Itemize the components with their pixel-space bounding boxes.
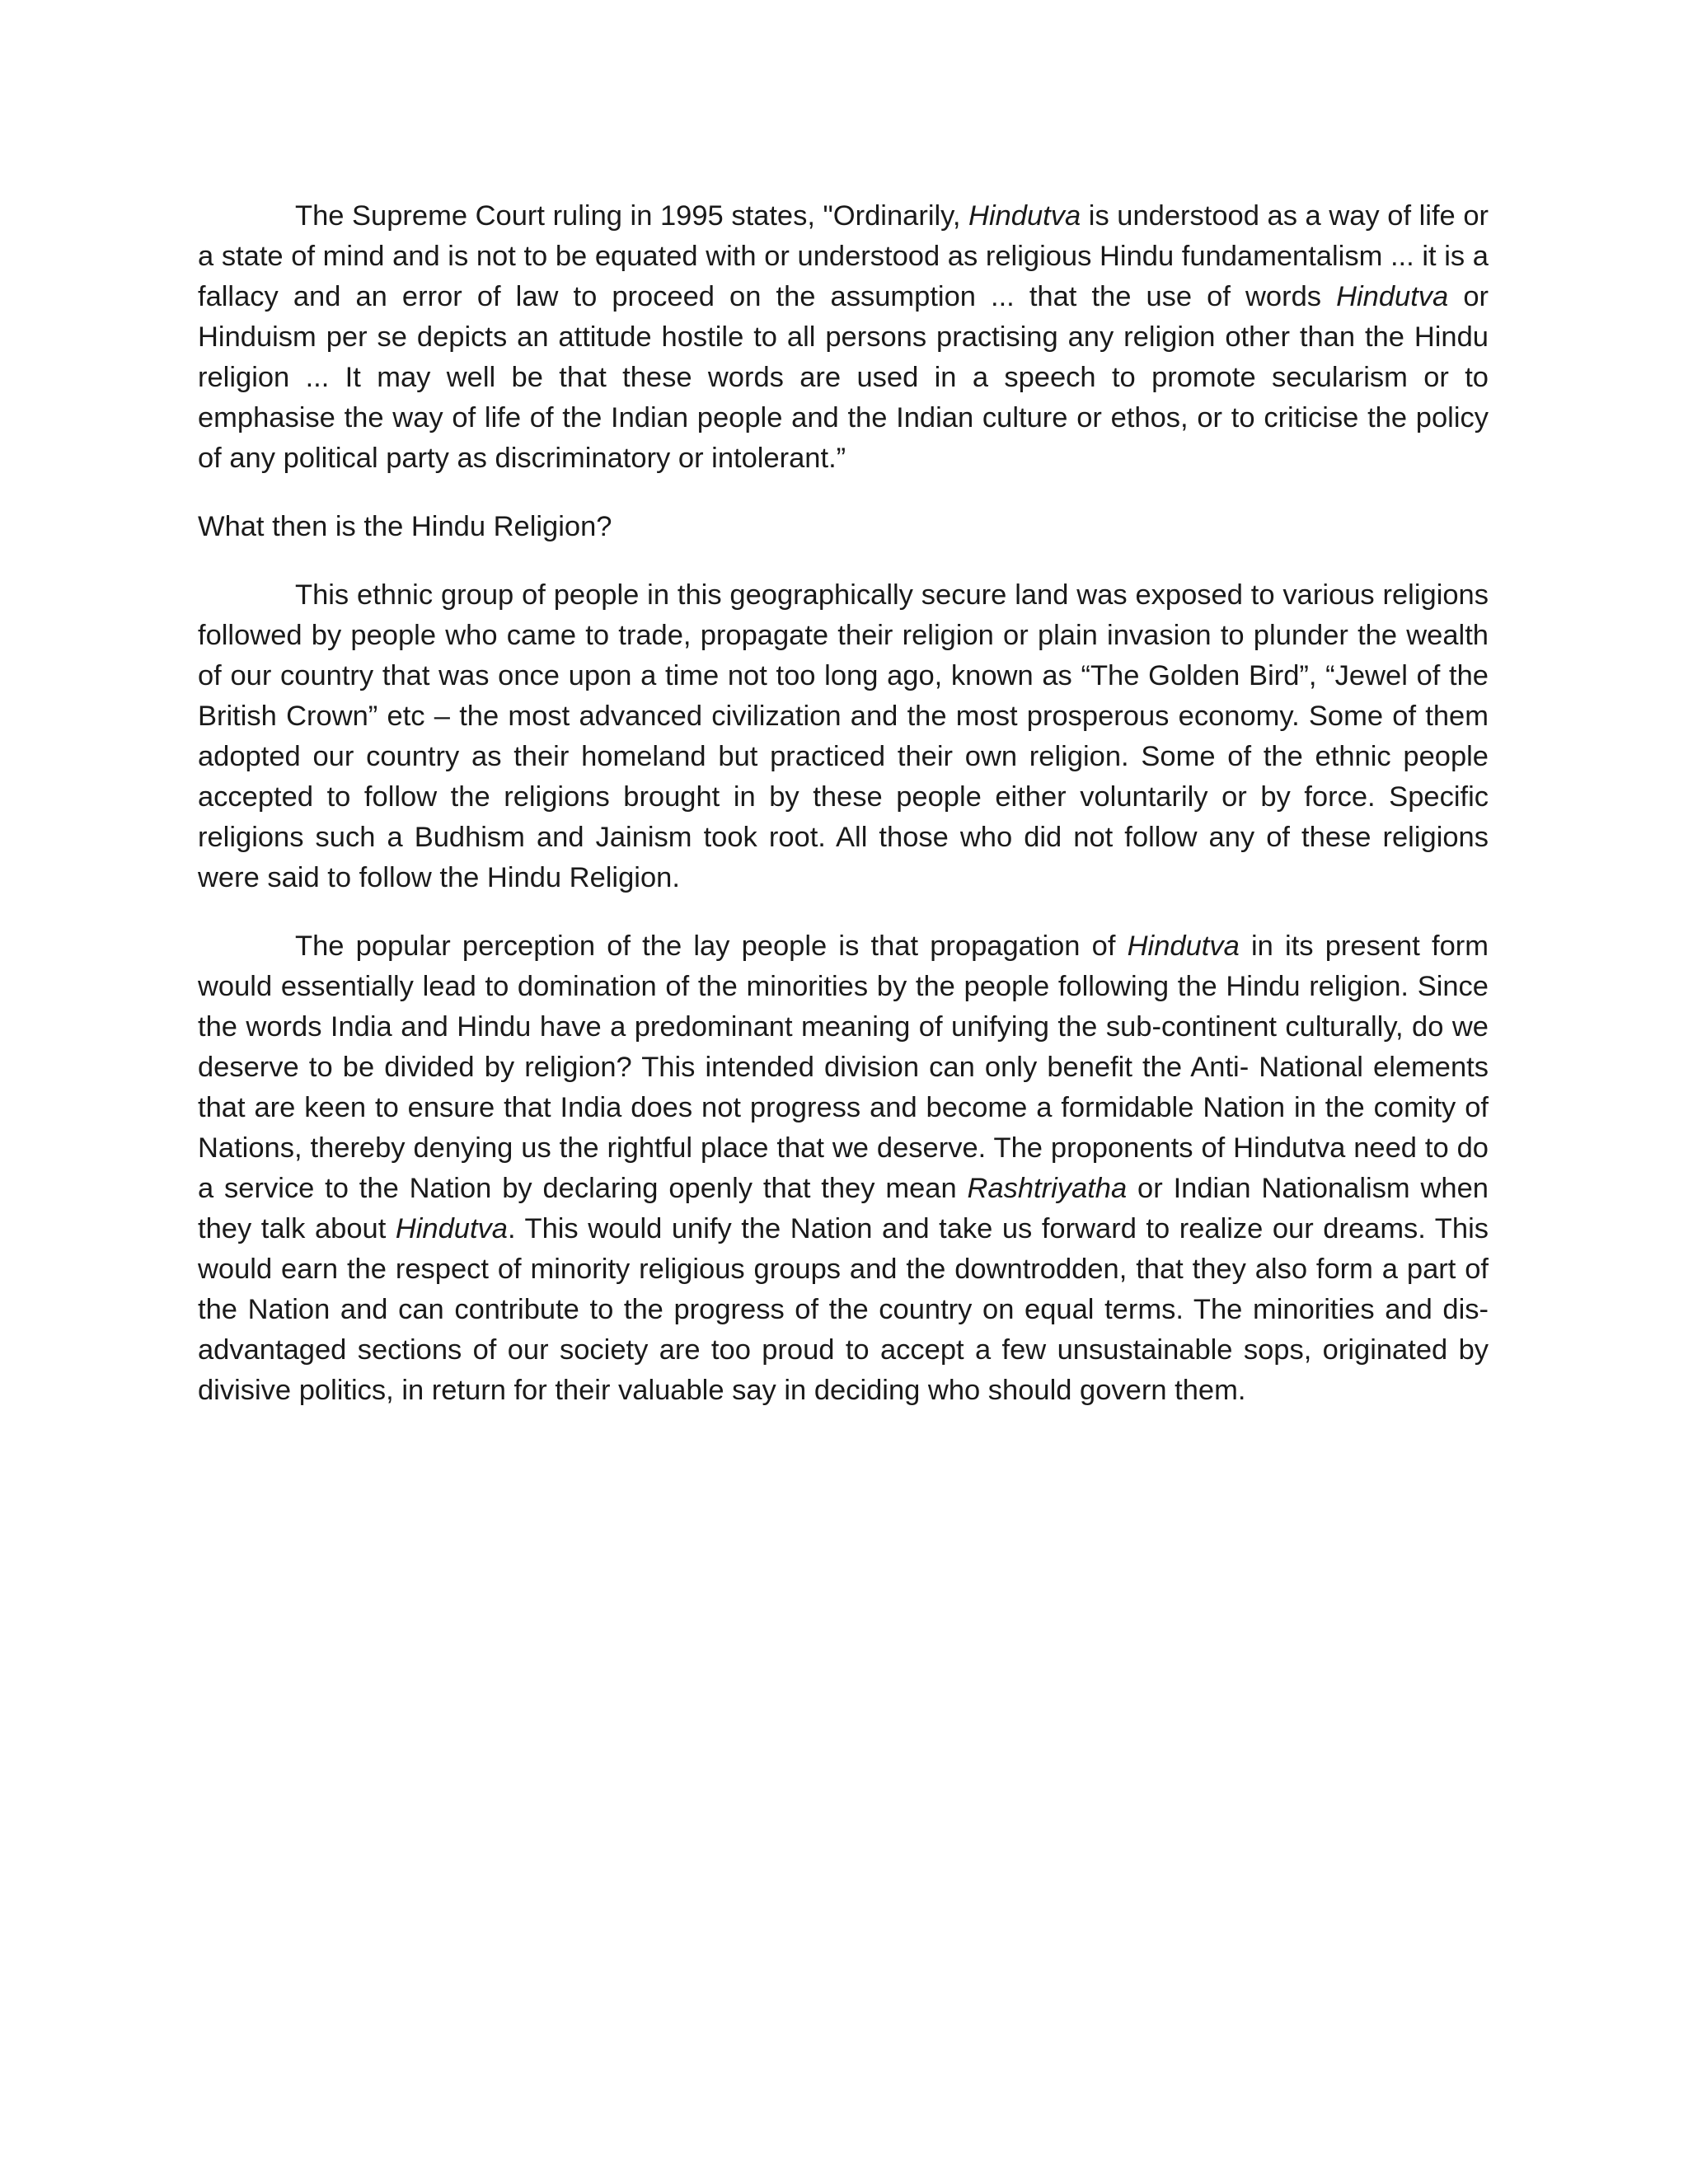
italic-term: Hindutva — [395, 1213, 508, 1244]
body-paragraph — [198, 196, 1489, 479]
document-body — [198, 196, 1489, 1439]
text-run: is understood as a way of life or a state of mind and is not to be equated with or understood as religious Hindu fundamentalism ... it is a fallacy and an error of law to proceed on the assumption ... that the use of words — [198, 200, 1489, 312]
body-paragraph — [198, 926, 1489, 1411]
italic-term: Hindutva — [968, 200, 1081, 232]
text-run: in its present form would essentially lead to domination of the minorities by the people following the Hindu religion. Since the words India and Hindu have a predominant meaning of unifying the sub-continent culturally, do we deserve to be divided by religion? This intended division can only benefit the Anti- National elements that are keen to ensure that India does not progress and become a formidable Nation in the comity of Nations, thereby denying us the rightful place that we deserve. The proponents of Hindutva need to do a service to the Nation by declaring openly that they mean — [198, 930, 1489, 1204]
text-run: What then is the Hindu Religion? — [198, 511, 612, 542]
section-heading — [198, 507, 1489, 547]
text-run: or Indian Nationalism when they talk about — [198, 1173, 1489, 1244]
text-run: or Hinduism per se depicts an attitude hostile to all persons practising any religion other than the Hindu religion ... It may well be that these words are used in a speech to promote secularism or to emphasise the way of life of the Indian people and the Indian culture or ethos, or to criticise the policy of any political party as discriminatory or intolerant.” — [198, 281, 1489, 474]
italic-term: Hindutva — [1127, 930, 1240, 962]
italic-term: Hindutva — [1336, 281, 1449, 312]
text-run: This ethnic group of people in this geographically secure land was exposed to various religions followed by people who came to trade, propagate their religion or plain invasion to plunder the wealth of our country that was once upon a time not too long ago, known as “The Golden Bird”, “Jewel of the British Crown” etc – the most advanced civilization and the most prosperous economy. Some of them adopted our country as their homeland but practiced their own religion. Some of the ethnic people accepted to follow the religions brought in by these people either voluntarily or by force. Specific religions such a Budhism and Jainism took root. All those who did not follow any of these religions were said to follow the Hindu Religion. — [198, 579, 1489, 893]
text-run: The Supreme Court ruling in 1995 states, "Ordinarily, — [295, 200, 969, 232]
text-run: . This would unify the Nation and take us forward to realize our dreams. This would earn the respect of minority religious groups and the downtrodden, that they also form a part of the Nation and can contribute to the progress of the country on equal terms. The minorities and dis-advantaged sections of our society are too proud to accept a few unsustainable sops, originated by divisive politics, in return for their valuable say in deciding who should govern them. — [198, 1213, 1489, 1406]
body-paragraph — [198, 575, 1489, 898]
text-run: The popular perception of the lay people is that propagation of — [295, 930, 1128, 962]
italic-term: Rashtriyatha — [967, 1173, 1128, 1204]
